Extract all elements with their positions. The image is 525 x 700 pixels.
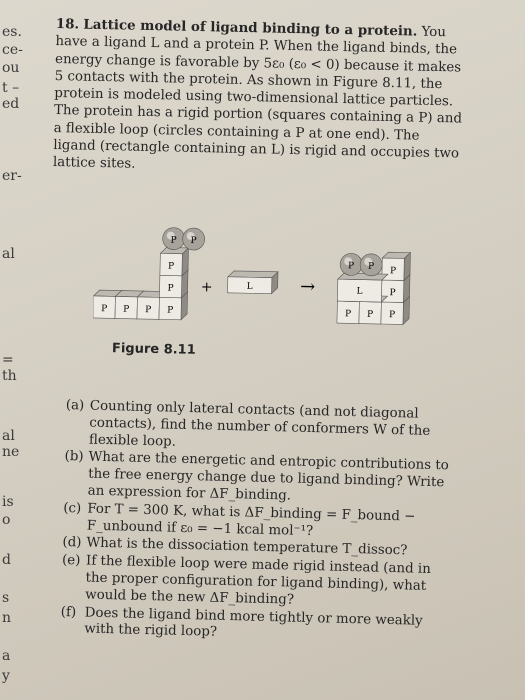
left-page-margin (0, 0, 48, 700)
margin-fragment: es. (2, 24, 22, 40)
question-text: What is the dissociation temperature T_dissoc? (86, 535, 408, 559)
margin-fragment: a (2, 648, 11, 664)
question-text: For T = 300 K, what is ΔF_binding = F_bound − F_unbound if ε₀ = −1 kcal mol⁻¹? (86, 501, 416, 539)
ligand (228, 271, 278, 294)
margin-fragment: er- (2, 168, 22, 184)
p-label: P (167, 305, 174, 316)
p-label: P (145, 305, 152, 316)
plus-sign: + (200, 279, 213, 296)
margin-fragment: d (2, 552, 11, 568)
margin-fragment: t – (2, 80, 20, 96)
p-label: P (389, 266, 397, 277)
margin-fragment: o (2, 512, 11, 528)
margin-fragment: ne (2, 444, 20, 460)
lattice-figure (93, 222, 425, 339)
margin-fragment: th (2, 368, 17, 384)
reaction-arrow: → (299, 276, 316, 298)
margin-fragment: s (2, 590, 10, 606)
question-item (64, 449, 455, 509)
margin-fragment: ou (2, 60, 20, 76)
l-label: L (356, 286, 363, 297)
question-label: (b) (64, 449, 84, 465)
margin-fragment: al (2, 428, 15, 444)
p-label: P (367, 261, 375, 272)
p-label: P (344, 309, 352, 320)
question-list (60, 398, 456, 649)
p-label: P (389, 288, 396, 299)
question-label: (a) (65, 398, 85, 414)
unbound-protein (93, 226, 205, 320)
margin-fragment: ce- (2, 42, 23, 58)
margin-fragment: = (2, 352, 14, 368)
problem-statement (53, 16, 466, 180)
margin-fragment: y (2, 668, 10, 684)
question-text: Counting only lateral contacts (and not diagonal contacts), find the number of conformers W of the flexible loop. (88, 398, 431, 450)
question-item (61, 553, 452, 613)
question-text: If the flexible loop were made rigid instead (and in the proper configuration for ligand binding), what would be the new ΔF_binding? (85, 553, 431, 608)
p-label: P (170, 235, 177, 246)
question-item (65, 398, 456, 458)
p-label: P (190, 236, 197, 247)
bound-complex (337, 251, 410, 324)
problem-title: Lattice model of ligand binding to a protein. (83, 16, 418, 40)
question-label: (e) (61, 553, 81, 569)
margin-fragment: ed (2, 96, 20, 112)
figure-caption: Figure 8.11 (111, 341, 196, 358)
question-text: Does the ligand bind more tightly or more weakly with the rigid loop? (84, 605, 423, 641)
p-label: P (347, 261, 355, 272)
margin-fragment: n (2, 610, 12, 626)
question-label: (f) (60, 604, 77, 620)
question-label: (c) (63, 500, 82, 517)
p-label: P (167, 261, 175, 272)
l-label: L (246, 281, 253, 292)
margin-fragment: al (2, 246, 15, 262)
question-text: What are the energetic and entropic contributions to the free energy change due to ligand binding? Write an expression for ΔF_binding. (87, 449, 449, 504)
problem-body: You have a ligand L and a protein P. When the ligand binds, the energy change is favorable by 5ε₀ (ε₀ < 0) because it makes 5 contacts with the protein. As shown in Figure 8.11, the protein is modeled using two-dimensional lattice particles. The protein has a rigid portion (squares containing a P) and a flexible loop (circles containing a P at one end). The ligand (rectangle containing an L) is rigid and occupies two lattice sites. (52, 24, 463, 173)
p-label: P (388, 310, 396, 321)
p-label: P (101, 304, 108, 315)
p-label: P (167, 283, 174, 294)
margin-fragment: is (2, 494, 14, 510)
problem-number: 18. (55, 16, 80, 33)
p-label: P (366, 309, 374, 320)
p-label: P (123, 304, 130, 315)
question-label: (d) (62, 535, 82, 551)
